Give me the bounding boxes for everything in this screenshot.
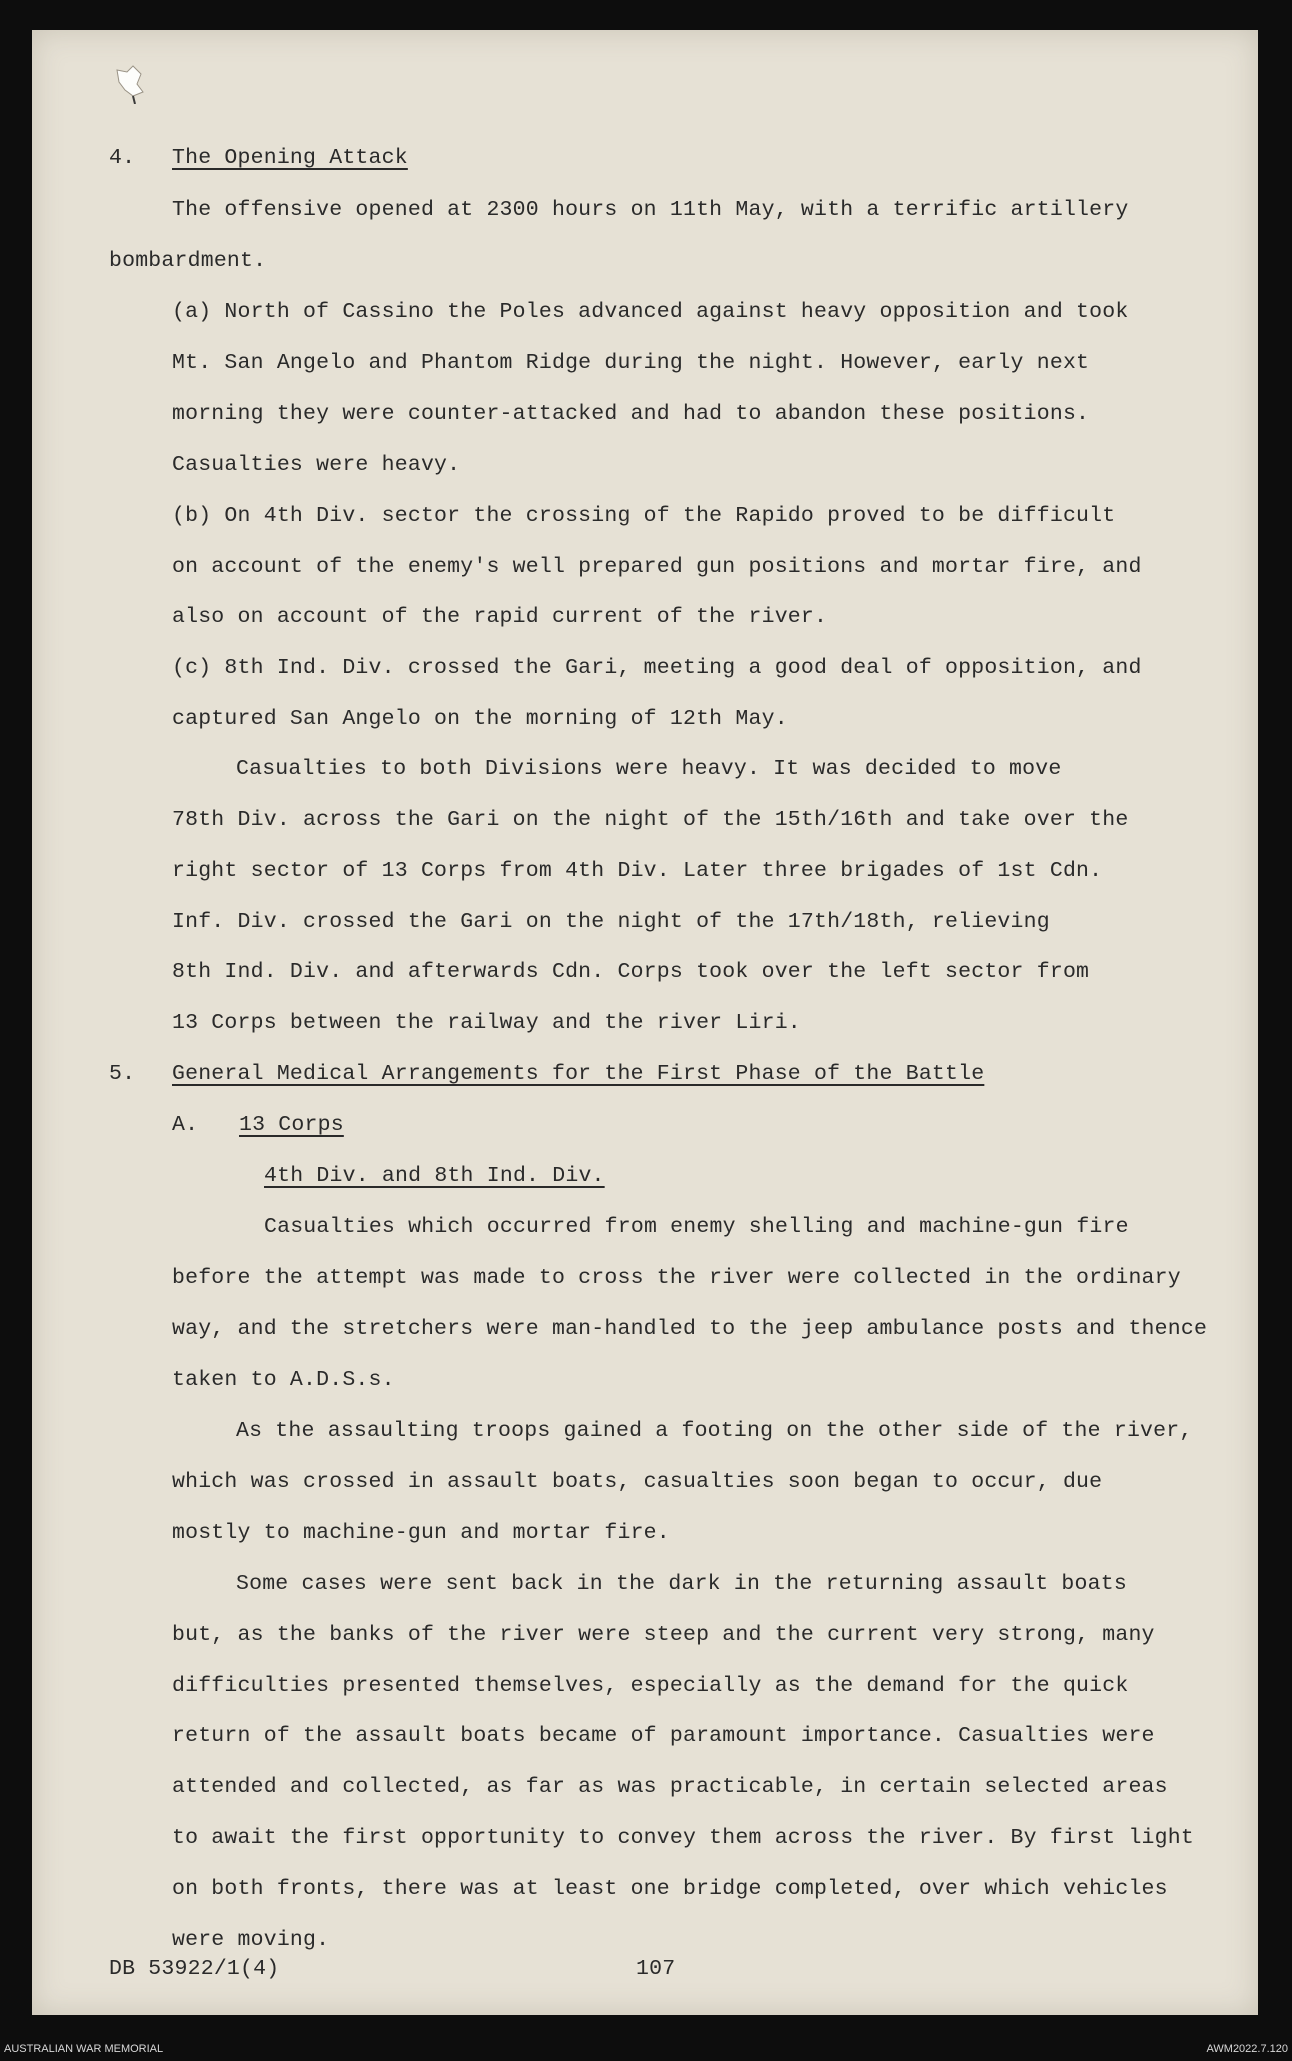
section-5-number: 5.	[109, 1062, 136, 1086]
document-reference: DB 53922/1(4)	[109, 1957, 280, 1981]
section-4-number: 4.	[109, 146, 136, 170]
text-line: attended and collected, as far as was practicable, in certain selected areas	[172, 1775, 1168, 1799]
text-line: captured San Angelo on the morning of 12th May.	[172, 707, 788, 731]
text-line: Casualties were heavy.	[172, 453, 461, 477]
text-line: Inf. Div. crossed the Gari on the night of the 17th/18th, relieving	[172, 910, 1050, 934]
text-line: 78th Div. across the Gari on the night of the 15th/16th and take over the	[172, 808, 1129, 832]
text-line: mostly to machine-gun and mortar fire.	[172, 1521, 670, 1545]
text-line: The offensive opened at 2300 hours on 11th May, with a terrific artillery	[172, 198, 1129, 222]
text-line: but, as the banks of the river were steep and the current very strong, many	[172, 1623, 1155, 1647]
sub-heading: 4th Div. and 8th Ind. Div.	[264, 1164, 605, 1188]
text-line: which was crossed in assault boats, casualties soon began to occur, due	[172, 1470, 1103, 1494]
text-line: bombardment.	[109, 249, 267, 273]
text-line: to await the first opportunity to convey them across the river. By first light	[172, 1826, 1194, 1850]
text-line: on both fronts, there was at least one bridge completed, over which vehicles	[172, 1877, 1168, 1901]
text-line: taken to A.D.S.s.	[172, 1368, 395, 1392]
text-line: 8th Ind. Div. and afterwards Cdn. Corps took over the left sector from	[172, 960, 1090, 984]
text-line: Some cases were sent back in the dark in the returning assault boats	[236, 1572, 1127, 1596]
page-number: 107	[636, 1957, 676, 1981]
archive-name: AUSTRALIAN WAR MEMORIAL	[4, 2043, 164, 2055]
text-line: (b) On 4th Div. sector the crossing of the Rapido proved to be difficult	[172, 504, 1116, 528]
subsection-a-heading: 13 Corps	[239, 1113, 344, 1137]
text-line: on account of the enemy's well prepared gun positions and mortar fire, and	[172, 555, 1142, 579]
section-5-heading: General Medical Arrangements for the First Phase of the Battle	[172, 1062, 985, 1086]
text-line: were moving.	[172, 1928, 330, 1952]
archive-id: AWM2022.7.120	[1206, 2043, 1288, 2055]
text-line: before the attempt was made to cross the river were collected in the ordinary	[172, 1266, 1181, 1290]
text-line: As the assaulting troops gained a footing on the other side of the river,	[236, 1419, 1193, 1443]
punch-hole-mark	[113, 62, 149, 104]
text-line: also on account of the rapid current of the river.	[172, 605, 828, 629]
text-line: way, and the stretchers were man-handled to the jeep ambulance posts and thence	[172, 1317, 1208, 1341]
archive-footer-bar	[0, 2040, 1292, 2061]
text-line: (c) 8th Ind. Div. crossed the Gari, meeting a good deal of opposition, and	[172, 656, 1142, 680]
text-line: right sector of 13 Corps from 4th Div. Later three brigades of 1st Cdn.	[172, 859, 1103, 883]
text-line: return of the assault boats became of paramount importance. Casualties were	[172, 1724, 1155, 1748]
text-line: (a) North of Cassino the Poles advanced against heavy opposition and took	[172, 300, 1129, 324]
section-4-heading: The Opening Attack	[172, 146, 408, 170]
subsection-a-label: A.	[172, 1113, 199, 1137]
text-line: morning they were counter-attacked and had to abandon these positions.	[172, 402, 1090, 426]
text-line: difficulties presented themselves, especially as the demand for the quick	[172, 1674, 1129, 1698]
text-line: Mt. San Angelo and Phantom Ridge during the night. However, early next	[172, 351, 1090, 375]
text-line: Casualties which occurred from enemy shelling and machine-gun fire	[264, 1215, 1129, 1239]
text-line: 13 Corps between the railway and the river Liri.	[172, 1011, 801, 1035]
text-line: Casualties to both Divisions were heavy. It was decided to move	[236, 757, 1062, 781]
